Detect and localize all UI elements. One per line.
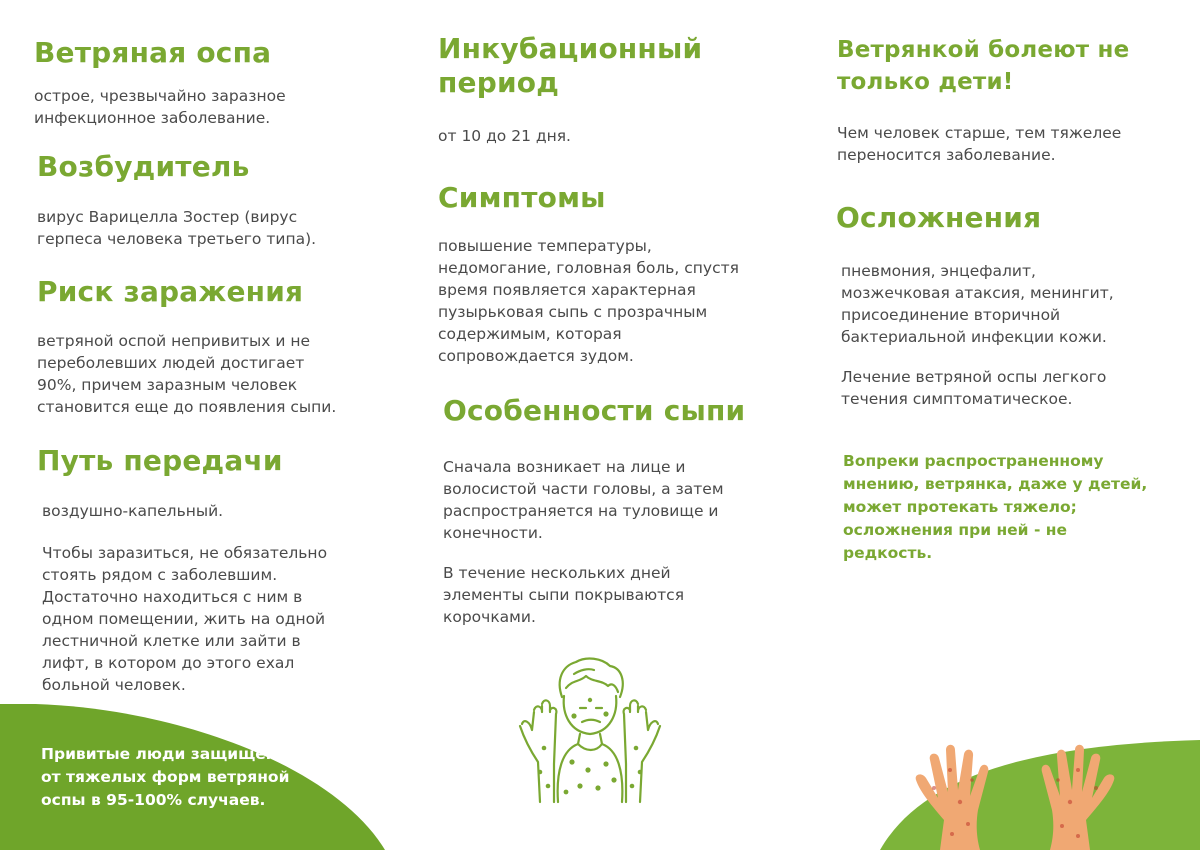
chickenpox-definition: острое, чрезвычайно заразное инфекционное заболевание. — [34, 87, 286, 127]
pathogen-text: вирус Варицелла Зостер (вирус герпеса человека третьего типа). — [37, 208, 317, 248]
heading-pathogen: Возбудитель — [37, 150, 250, 183]
heading-transmission-route: Путь передачи — [37, 444, 283, 477]
heading-adults-get-sick: Ветрянкой болеют не только дети! — [837, 37, 1130, 95]
transmission-route-text: воздушно-капельный. — [42, 502, 224, 520]
rash-features-text: Сначала возникает на лице и волосистой части головы, а затем распространяется на туловище и конечности. — [443, 458, 724, 542]
rash-crust-text: В течение нескольких дней элементы сыпи покрываются корочками. — [443, 564, 685, 626]
heading-complications: Осложнения — [836, 201, 1042, 234]
infection-risk-text: ветряной оспой непривитых и не переболевших людей достигает 90%, причем заразным человек становится еще до появления сыпи. — [37, 332, 337, 416]
heading-incubation-period: Инкубационный период — [438, 32, 703, 99]
complications-text: пневмония, энцефалит, мозжечковая атаксия, менингит, присоединение вторичной бактериальной инфекции кожи. — [841, 262, 1114, 346]
incubation-period-text: от 10 до 21 дня. — [438, 127, 571, 145]
treatment-text: Лечение ветряной оспы легкого течения симптоматическое. — [841, 368, 1107, 408]
heading-symptoms: Симптомы — [438, 181, 606, 214]
heading-infection-risk: Риск заражения — [37, 275, 304, 308]
adults-severity-text: Чем человек старше, тем тяжелее переносится заболевание. — [837, 124, 1122, 164]
heading-rash-features: Особенности сыпи — [443, 394, 746, 427]
child-rash-icon — [510, 652, 670, 807]
rash-hands-icon — [880, 740, 1200, 850]
warning-text: Вопреки распространенному мнению, ветрянка, даже у детей, может протекать тяжело; осложнения при ней - не редкость. — [843, 452, 1148, 562]
title-chickenpox: Ветряная оспа — [34, 36, 272, 69]
vaccination-banner-text: Привитые люди защищены от тяжелых форм ветряной оспы в 95-100% случаев. — [41, 745, 291, 809]
transmission-details-text: Чтобы заразиться, не обязательно стоять рядом с заболевшим. Достаточно находиться с ним в одном помещении, жить на одной лестничной клетке или зайти в лифт, в котором до этого ехал больной человек. — [42, 544, 328, 694]
symptoms-text: повышение температуры, недомогание, головная боль, спустя время появляется характерная пузырьковая сыпь с прозрачным содержимым, которая сопровождается зудом. — [438, 237, 739, 365]
